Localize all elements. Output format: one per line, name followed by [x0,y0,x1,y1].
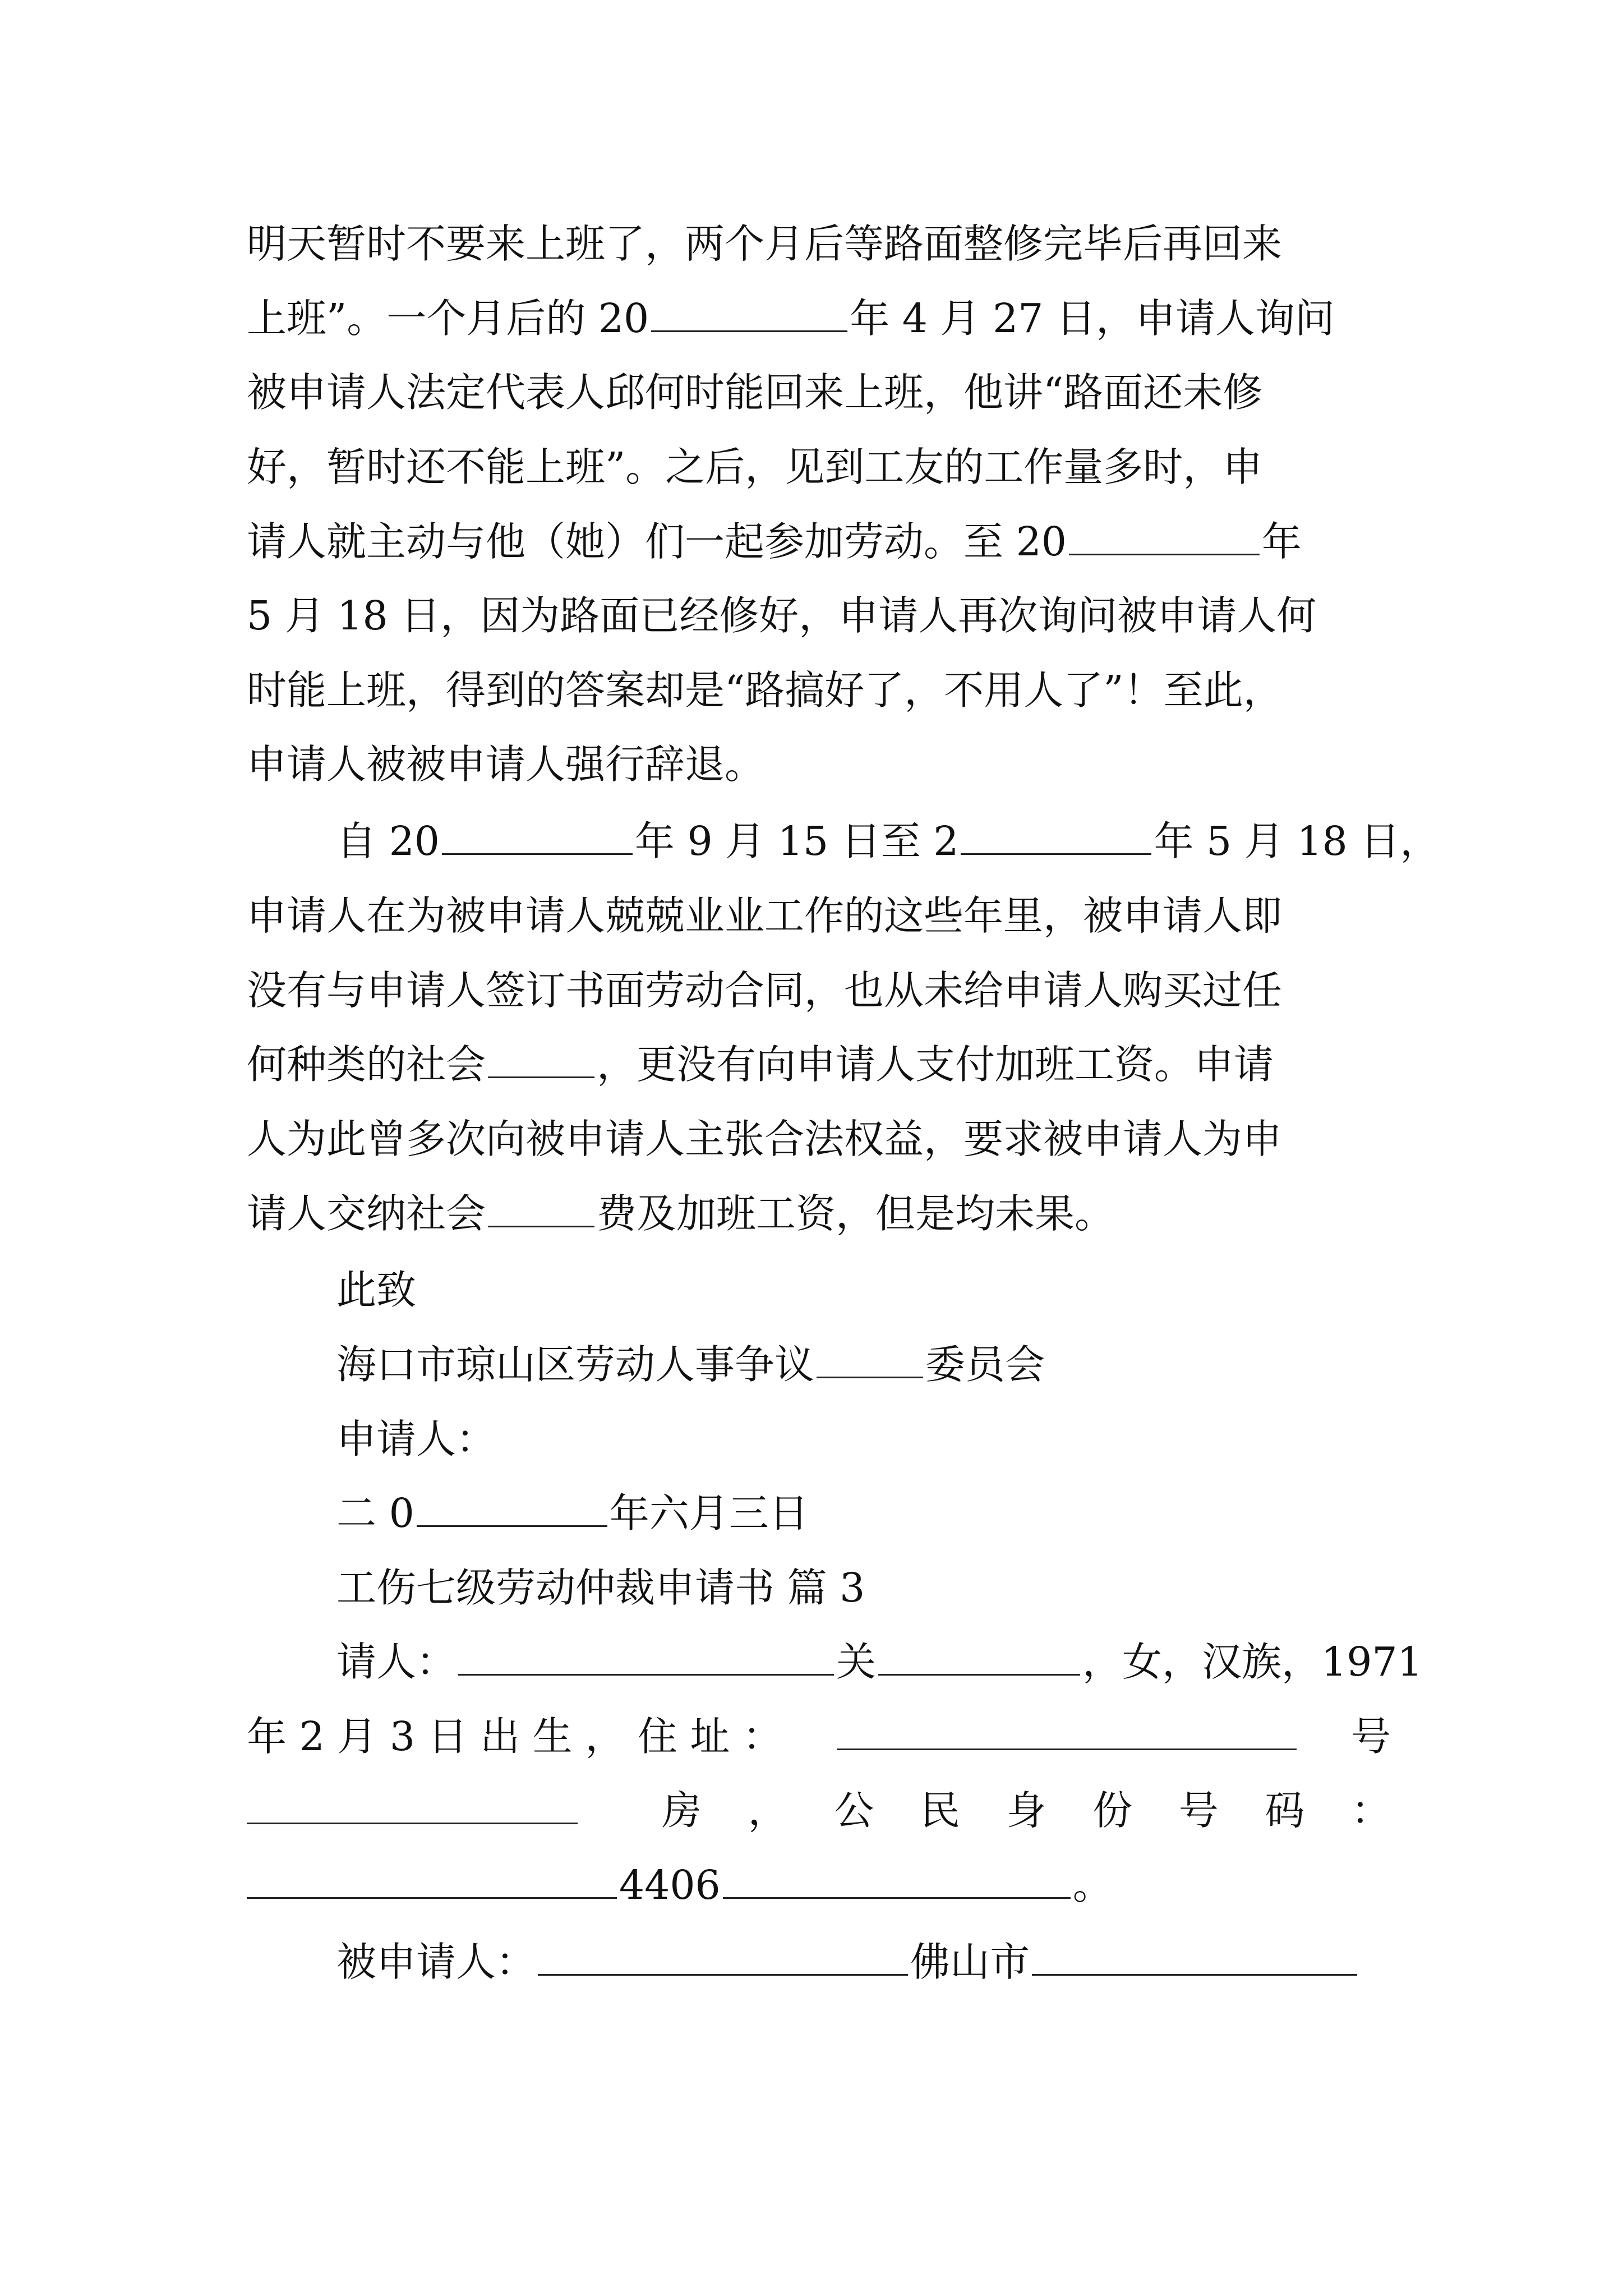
paragraph-line: 好，暂时还不能上班”。之后，见到工友的工作量多时，申 [247,444,1263,490]
paragraph-line [336,816,1440,867]
text-fragment: 房 ， 公 民 身 份 号 码 ： [662,1787,1391,1834]
fill-in-blank [817,1345,923,1378]
document-page [247,0,1440,2296]
paragraph-line: 被申请人法定代表人邱何时能回来上班，他讲“路面还未修 [247,369,1263,416]
text-fragment: 年六月三日 [609,1490,809,1536]
text-fragment: 二 0 [336,1490,414,1536]
text-fragment: 号 [1350,1713,1391,1760]
text-fragment: 委员会 [925,1341,1045,1388]
text-fragment: 年 9 月 15 日至 2 [634,818,959,864]
fill-in-blank [488,1194,594,1227]
paragraph-line: 没有与申请人签订书面劳动合同，也从未给申请人购买过任 [247,967,1283,1014]
text-fragment: ，女，汉族，1971 [1082,1639,1423,1685]
recipient-line [336,1340,1045,1390]
text-fragment: 4406 [619,1862,721,1908]
text-fragment: 被申请人： [336,1939,536,1985]
respondent-line [336,1937,1359,1987]
fill-in-blank [651,299,847,332]
paragraph-line [247,1189,1114,1239]
fill-in-blank [961,822,1151,855]
fill-in-blank [247,1866,617,1899]
paragraph-line [247,517,1302,567]
fill-in-blank [417,1494,607,1527]
applicant-line [336,1637,1423,1687]
paragraph-line: 人为此曾多次向被申请人主张合法权益，要求被申请人为申 [247,1116,1283,1162]
fill-in-blank [878,1642,1080,1676]
id-label-line [247,1786,1391,1836]
text-fragment: 。 [1072,1862,1113,1908]
text-fragment: 海口市琼山区劳动人事争议 [336,1341,815,1388]
text-fragment: 请人： [336,1639,457,1685]
address-line [247,1711,1391,1762]
fill-in-blank [442,822,633,855]
text-fragment: 关 [836,1639,877,1685]
fill-in-blank [458,1642,834,1676]
id-number-line [247,1860,1113,1911]
paragraph-line [247,293,1335,344]
paragraph-line: 5 月 18 日，因为路面已经修好，申请人再次询问被申请人何 [247,592,1317,639]
date-line [336,1488,809,1539]
paragraph-line: 申请人在为被申请人兢兢业业工作的这些年里，被申请人即 [247,892,1283,939]
text-fragment: 何种类的社会 [247,1041,486,1088]
text-fragment: ，更没有向申请人支付加班工资。申请 [597,1041,1274,1088]
paragraph-line: 时能上班，得到的答案却是“路搞好了，不用人了”！至此， [247,667,1283,714]
text-fragment: 年 [1261,518,1302,565]
text-fragment: 佛山市 [910,1939,1030,1985]
fill-in-blank [1069,522,1260,555]
paragraph-line [247,1039,1274,1090]
fill-in-blank [723,1866,1071,1899]
fill-in-blank [1032,1943,1357,1976]
text-fragment: 费及加班工资，但是均未果。 [597,1190,1115,1237]
text-fragment: 自 20 [336,818,440,864]
text-fragment: 请人交纳社会 [247,1190,486,1237]
text-fragment: 请人就主动与他（她）们一起参加劳动。至 20 [247,518,1067,565]
section-title: 工伤七级劳动仲裁申请书 篇 3 [336,1565,865,1611]
text-fragment: 年 5 月 18 日， [1154,818,1440,864]
paragraph-line: 申请人被被申请人强行辞退。 [247,741,765,788]
fill-in-blank [538,1943,908,1976]
text-fragment: 年 2 月 3 日 出 生 ， 住 址 ： [247,1713,783,1760]
fill-in-blank [247,1791,578,1824]
salutation: 此致 [336,1267,417,1313]
applicant-label: 申请人： [336,1416,496,1462]
paragraph-line: 明天暂时不要来上班了，两个月后等路面整修完毕后再回来 [247,220,1283,267]
text-fragment: 上班”。一个月后的 20 [247,295,649,342]
fill-in-blank [837,1717,1297,1750]
text-fragment: 年 4 月 27 日，申请人询问 [850,295,1335,342]
fill-in-blank [488,1045,594,1078]
